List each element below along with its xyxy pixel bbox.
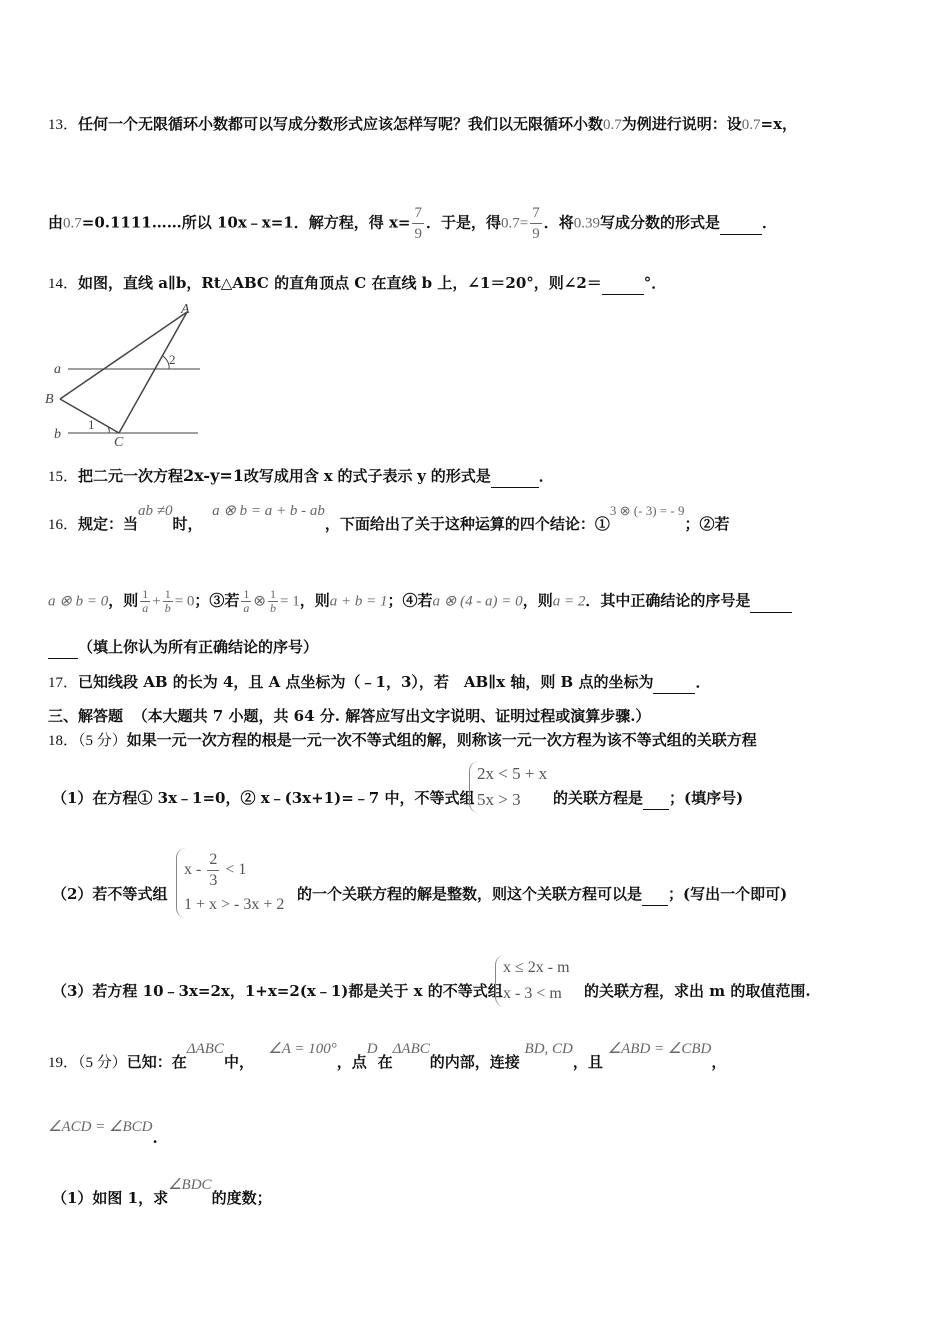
q18-score: （5 分） xyxy=(78,733,127,749)
q13-text: =x， xyxy=(760,115,798,133)
label-b: b xyxy=(54,427,61,442)
angle-equation: ∠ABD = ∠CBD xyxy=(607,1041,712,1057)
math-expr: a ⊗ b = 0 xyxy=(48,593,109,610)
label-C: C xyxy=(114,435,124,450)
answer-blank xyxy=(602,272,644,295)
label-angle-2: 2 xyxy=(169,352,176,367)
q14-text: 如图，直线 a∥b，Rt△ABC 的直角顶点 C 在直线 b 上，∠1＝20°，则∠2＝ xyxy=(78,274,602,292)
label-A: A xyxy=(181,302,190,317)
q13-text: 由 xyxy=(48,213,64,232)
inequality: x ≤ 2x - m xyxy=(503,959,570,976)
q15-line: 15．把二元一次方程2x-y=1改写成用含 x 的式子表示 y 的形式是 ． xyxy=(48,465,554,488)
q18-part2: （2）若不等式组 xyxy=(52,885,168,903)
q17-line: 17．已知线段 AB 的长为 4，且 A 点坐标为（﹣1，3），若 AB∥x 轴，则 B 点的坐标为 ． xyxy=(48,671,710,694)
q14-number: 14． xyxy=(48,276,79,292)
answer-blank xyxy=(491,465,539,488)
inequality: 5x > 3 xyxy=(477,790,521,809)
fraction-1-over-b: $\frac{1}{b}$ xyxy=(164,587,171,615)
inequality-system-3 xyxy=(495,955,570,1007)
inequality: x - 3 < m xyxy=(503,985,562,1002)
fraction-seven-ninths: $\frac{7}{9}$ xyxy=(414,205,422,242)
q15-number: 15． xyxy=(48,469,79,485)
repeating-decimal: 0.7 xyxy=(500,215,520,232)
math-expr: a = 2 xyxy=(552,593,586,610)
answer-blank xyxy=(642,883,668,906)
q13-text: 写成分数的形式是 xyxy=(599,213,720,232)
fraction-seven-ninths: $\frac{7}{9}$ xyxy=(532,205,540,242)
answer-blank xyxy=(48,636,78,659)
inequality-system-2 xyxy=(176,848,284,918)
math-expr: a + b = 1 xyxy=(329,593,388,610)
q19-number: 19． xyxy=(48,1055,79,1071)
math-definition: a ⊗ b = a + b - ab xyxy=(212,503,325,519)
q18-part3: （3）若方程 10﹣3x=2x，1+x=2(x﹣1)都是关于 x 的不等式组 xyxy=(52,982,503,1000)
fraction-1-over-a: $\frac{1}{a}$ xyxy=(142,587,149,615)
point-D: D xyxy=(366,1041,378,1057)
section-3-heading xyxy=(48,705,650,727)
q19-line2: ∠ACD = ∠BCD. xyxy=(48,1119,158,1147)
repeating-decimal: 0.7 xyxy=(603,117,622,133)
q18-intro: 18．（5 分）如果一元一次方程的根是一元一次不等式组的解，则称该一元一次方程为该不等式组的关联方程 xyxy=(48,731,757,749)
q18-number: 18． xyxy=(48,733,79,749)
answer-blank xyxy=(653,671,695,694)
q18-part3-tail: 的关联方程，求出 m 的取值范围. xyxy=(584,982,811,1000)
conclusion-1: 3 ⊗ (- 3) = - 9 xyxy=(609,503,685,518)
angle-equation: ∠ACD = ∠BCD xyxy=(48,1119,153,1135)
segment-AC xyxy=(119,312,187,433)
repeating-decimal: 0.7 xyxy=(63,215,82,232)
fraction-1-over-a: $\frac{1}{a}$ xyxy=(243,587,250,615)
label-a: a xyxy=(54,362,61,377)
section-note: （本大题共 7 小题，共 64 分. 解答应写出文字说明、证明过程或演算步骤.） xyxy=(132,707,651,725)
angle-A: ∠A = 100° xyxy=(268,1041,337,1057)
angle-BDC: ∠BDC xyxy=(168,1177,212,1193)
triangle-ABC: ΔABC xyxy=(186,1041,224,1057)
repeating-decimal: 0.39 xyxy=(573,215,600,232)
q19-part1: （1）如图 1，求∠BDC的度数； xyxy=(52,1177,272,1207)
q18-part1-tail: 的关联方程是 ；(填序号) xyxy=(553,787,743,810)
q13-number: 13． xyxy=(48,117,79,133)
q13-text: =0.1111……所以 10x﹣x=1．解方程，得 x= xyxy=(81,213,411,232)
q14-line: 14．如图，直线 a∥b，Rt△ABC 的直角顶点 C 在直线 b 上，∠1＝20°，则∠2＝ °． xyxy=(48,272,666,295)
inequality: 1 + x > - 3x + 2 xyxy=(184,896,285,913)
section-title: 三、解答题 xyxy=(48,707,124,725)
answer-blank xyxy=(643,787,669,810)
q16-line3: （填上你认为所有正确结论的序号） xyxy=(48,636,318,659)
math-condition: ab ≠0 xyxy=(138,503,173,519)
q18-part1: （1）在方程① 3x﹣1=0，② x﹣(3x+1)=﹣7 中，不等式组 xyxy=(52,789,475,807)
inequality-system-1 xyxy=(469,761,547,813)
q14-figure xyxy=(40,300,210,450)
q16-line2: a ⊗ b = 0，则 $\frac{1}{a}$ + $\frac{1}{b}$ = 0；③若 $\frac{1}{a}$ ⊗ $\frac{1}{b}$ = 1，则a + b = 1；④若a ⊗ (4 - a) = 0，则a = 2．其中正确结论的序号是 xyxy=(48,588,792,615)
q13-line1 xyxy=(48,113,797,136)
q13-text: 为例进行说明：设 xyxy=(621,115,742,133)
equation: 2x-y=1 xyxy=(183,466,244,485)
q19-score: （5 分） xyxy=(78,1055,127,1071)
inequality: x - $\frac{2}{3}$ < 1 xyxy=(184,850,247,889)
q13-text: ．将 xyxy=(543,213,574,232)
q18-part2-tail: 的一个关联方程的解是整数，则这个关联方程可以是 ；(写出一个即可) xyxy=(297,883,787,906)
q17-number: 17． xyxy=(48,675,79,691)
q19-line1: 19．（5 分）已知：在ΔABC中， ∠A = 100°，点D在ΔABC的内部，连接 BD, CD，且 ∠ABD = ∠CBD， xyxy=(48,1041,727,1071)
q13-text: ．于是，得 xyxy=(425,213,501,232)
q16-number: 16． xyxy=(48,517,79,533)
q16-line1: 16．规定：当ab ≠0时， a ⊗ b = a + b - ab，下面给出了关于这种运算的四个结论：①3 ⊗ (- 3) = - 9；②若 xyxy=(48,503,730,533)
answer-blank xyxy=(720,212,762,235)
triangle-ABC: ΔABC xyxy=(392,1041,430,1057)
segments: BD, CD xyxy=(524,1041,573,1057)
label-angle-1: 1 xyxy=(88,417,95,432)
repeating-decimal: 0.7 xyxy=(741,117,761,133)
label-B: B xyxy=(45,392,54,407)
math-expr: a ⊗ (4 - a) = 0 xyxy=(432,593,523,610)
segment-AB xyxy=(60,312,187,399)
answer-blank xyxy=(750,590,792,613)
inequality: 2x < 5 + x xyxy=(477,764,548,783)
fraction-1-over-b: $\frac{1}{b}$ xyxy=(270,587,276,615)
q13-line2: 由0.7=0.1111……所以 10x﹣x=1．解方程，得 x= $\frac{7}{9}$ ．于是，得0.7= $\frac{7}{9}$ ．将0.39写成分数的形式是 ． xyxy=(48,205,777,242)
q13-text: 任何一个无限循环小数都可以写成分数形式应该怎样写呢？我们以无限循环小数 xyxy=(78,115,604,133)
